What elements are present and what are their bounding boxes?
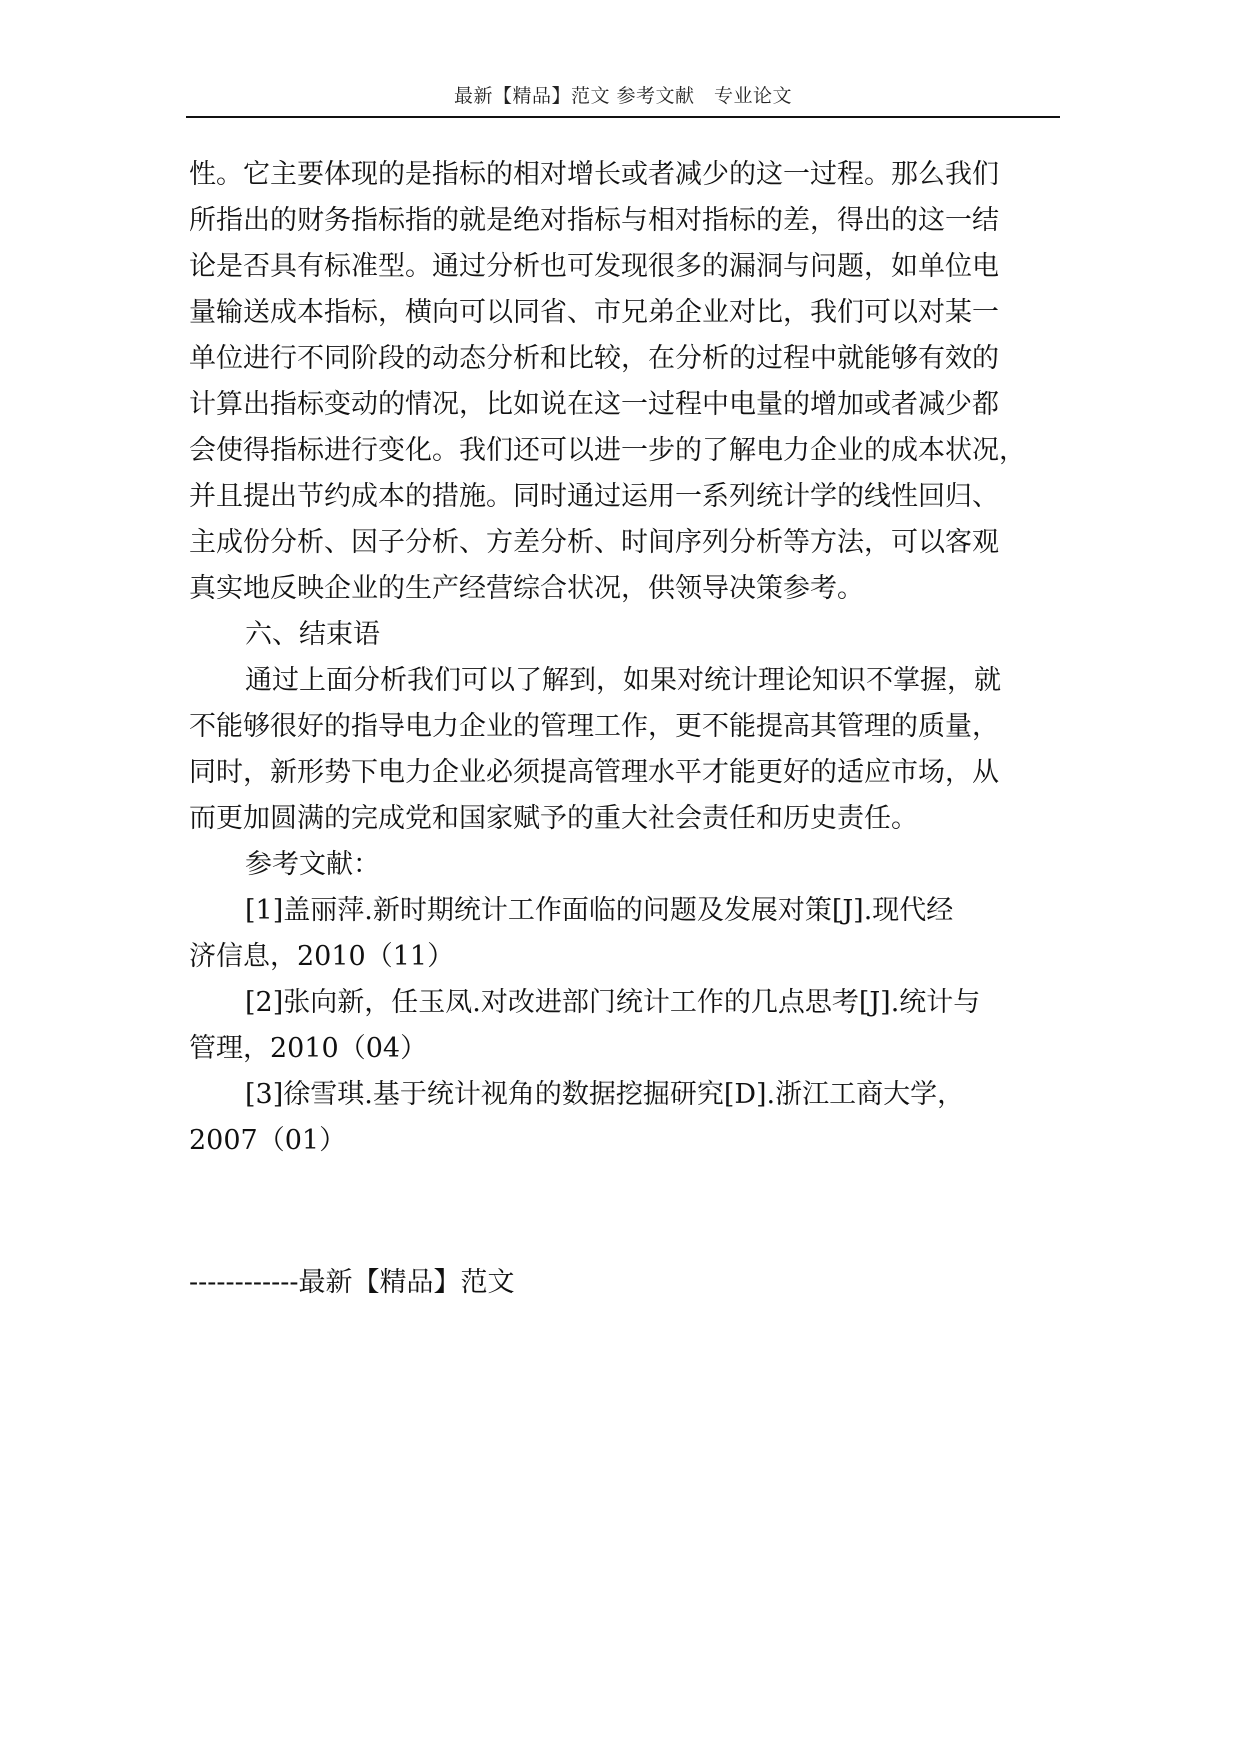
body-line-5: 单位进行不同阶段的动态分析和比较，在分析的过程中就能够有效的	[189, 343, 999, 374]
section-heading: 六、结束语	[245, 619, 380, 650]
header-divider	[186, 116, 1060, 118]
body-line-10: 真实地反映企业的生产经营综合状况，供领导决策参考。	[189, 573, 864, 604]
body-line-8: 并且提出节约成本的措施。同时通过运用一系列统计学的线性回归、	[189, 481, 999, 512]
body-line-2: 所指出的财务指标指的就是绝对指标与相对指标的差，得出的这一结	[189, 205, 999, 236]
body-line-1: 性。它主要体现的是指标的相对增长或者减少的这一过程。那么我们	[189, 159, 999, 190]
reference-1-line-1: [1]盖丽萍.新时期统计工作面临的问题及发展对策[J].现代经	[245, 895, 954, 926]
body-line-6: 计算出指标变动的情况，比如说在这一过程中电量的增加或者减少都	[189, 389, 999, 420]
reference-3-line-2: 2007（01）	[189, 1125, 347, 1156]
footer-text: ------------最新【精品】范文	[189, 1267, 515, 1298]
reference-3-line-1: [3]徐雪琪.基于统计视角的数据挖掘研究[D].浙江工商大学，	[245, 1079, 965, 1110]
reference-2-line-1: [2]张向新，任玉凤.对改进部门统计工作的几点思考[J].统计与	[245, 987, 981, 1018]
references-heading: 参考文献：	[245, 849, 380, 880]
reference-1-line-2: 济信息，2010（11）	[189, 941, 455, 972]
conclusion-line-4: 而更加圆满的完成党和国家赋予的重大社会责任和历史责任。	[189, 803, 918, 834]
page-header: 最新【精品】范文 参考文献 专业论文	[453, 85, 793, 107]
conclusion-line-2: 不能够很好的指导电力企业的管理工作，更不能提高其管理的质量，	[189, 711, 999, 742]
reference-2-line-2: 管理，2010（04）	[189, 1033, 428, 1064]
body-line-4: 量输送成本指标，横向可以同省、市兄弟企业对比，我们可以对某一	[189, 297, 999, 328]
conclusion-line-3: 同时，新形势下电力企业必须提高管理水平才能更好的适应市场，从	[189, 757, 999, 788]
body-line-3: 论是否具有标准型。通过分析也可发现很多的漏洞与问题，如单位电	[189, 251, 999, 282]
body-line-9: 主成份分析、因子分析、方差分析、时间序列分析等方法，可以客观	[189, 527, 999, 558]
document-body	[189, 152, 1057, 1164]
conclusion-line-1: 通过上面分析我们可以了解到，如果对统计理论知识不掌握，就	[245, 665, 1001, 696]
body-line-7: 会使得指标进行变化。我们还可以进一步的了解电力企业的成本状况，	[189, 435, 1026, 466]
